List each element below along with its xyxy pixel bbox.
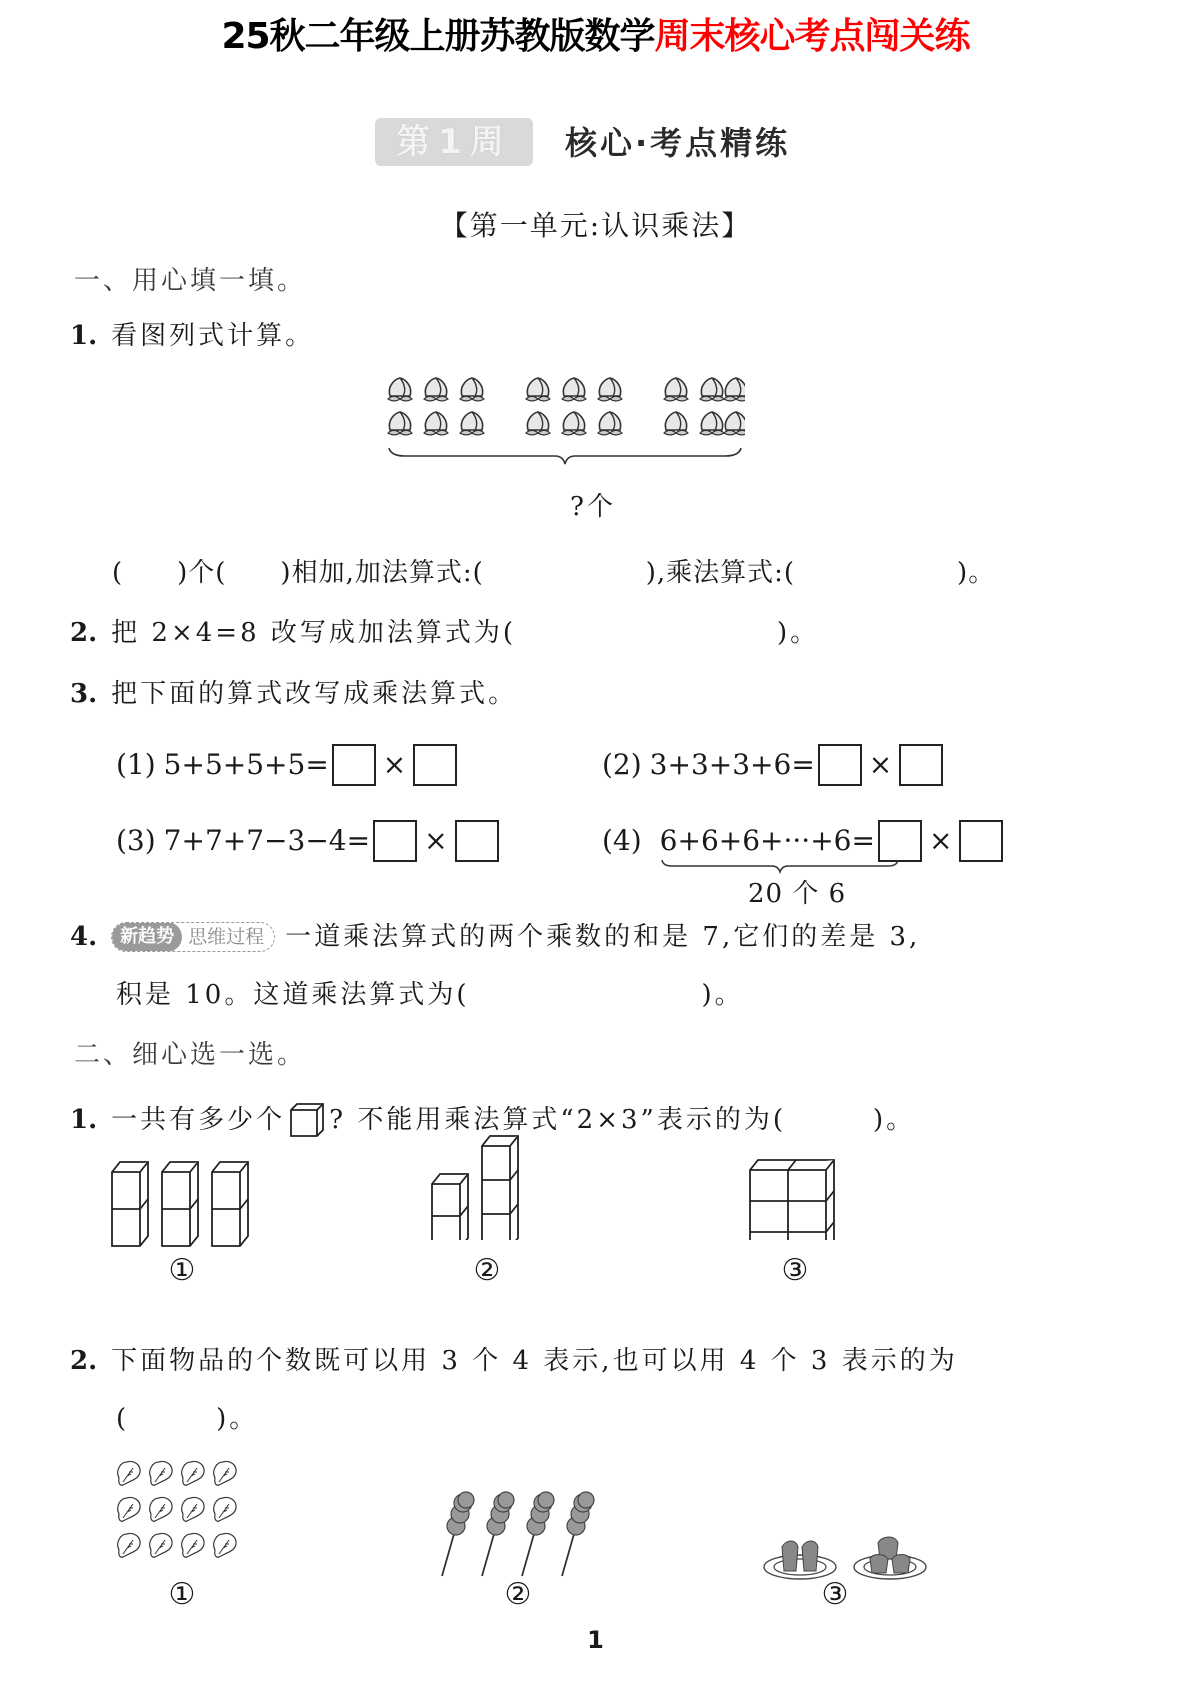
option-label-2: ② [473, 1253, 501, 1288]
question-number: 1. [70, 321, 98, 351]
equals-sign: = [851, 824, 875, 857]
question-2-2-line2: ( )。 [116, 1404, 259, 1434]
peach-figure [385, 372, 745, 492]
answer-box[interactable] [818, 744, 862, 786]
question-text: 一道乘法算式的两个乘数的和是 7,它们的差是 3, [285, 922, 921, 952]
title-black-part: 25秋二年级上册苏教版数学 [221, 16, 655, 57]
brace-label: ?个 [570, 492, 616, 522]
times-sign: × [382, 748, 407, 781]
trend-badge [111, 922, 275, 952]
times-sign: × [928, 824, 953, 857]
q3-item-1 [116, 744, 460, 786]
question-number: 2. [70, 618, 98, 648]
repeated-sum [660, 820, 852, 862]
question-text: 把 2×4=8 改写成加法算式为( )。 [111, 618, 820, 648]
times-sign: × [424, 824, 448, 857]
option-label-2: ② [504, 1577, 532, 1612]
badge-new-trend: 新趋势 [112, 922, 182, 952]
question-text-before: 一共有多少个 [111, 1105, 286, 1135]
item-label: (1) [116, 748, 156, 781]
times-sign: × [868, 748, 893, 781]
option-label-1: ① [168, 1253, 196, 1288]
item-expr: 6+6+6+···+6 [659, 824, 852, 857]
question-text: 把下面的算式改写成乘法算式。 [111, 679, 518, 709]
skewer-icon-group [440, 1490, 610, 1580]
q3-item-4 [602, 820, 1006, 862]
answer-box[interactable] [332, 744, 376, 786]
item-label: (2) [602, 748, 642, 781]
question-number: 2. [70, 1346, 98, 1376]
week-title: 核心·考点精练 [565, 124, 791, 162]
option-figure-2 [430, 1160, 540, 1244]
question-1-3 [70, 675, 517, 713]
option-figure-cabbages [115, 1460, 245, 1574]
page-number: 1 [587, 1626, 604, 1654]
question-text: 下面物品的个数既可以用 3 个 4 表示,也可以用 4 个 3 表示的为 [111, 1346, 958, 1376]
answer-box[interactable] [413, 744, 457, 786]
question-1-1-answer-line: ( )个( )相加,加法算式:( ),乘法算式:( )。 [112, 558, 996, 588]
title-red-part: 周末核心考点闯关练 [654, 16, 970, 57]
underbrace-label: 20 个 6 [748, 879, 847, 909]
section-1-heading: 一、用心填一填。 [74, 266, 307, 296]
cube-stacks-2-and-3-icon [430, 1130, 540, 1240]
option-label-1: ① [168, 1577, 196, 1612]
item-expr: 7+7+7−3−4= [163, 824, 371, 857]
question-number: 3. [70, 679, 98, 709]
underbrace-icon [660, 858, 900, 874]
cube-block-2x3-icon [748, 1130, 858, 1240]
item-label: (4) [602, 824, 642, 857]
document-title [0, 14, 1191, 60]
item-label: (3) [116, 824, 156, 857]
answer-box[interactable] [959, 820, 1003, 862]
option-figure-skewers [440, 1490, 610, 1584]
question-text-after: ? 不能用乘法算式“2×3”表示的为( )。 [329, 1105, 916, 1135]
q3-item-3 [116, 820, 502, 862]
item-expr: 5+5+5+5= [163, 748, 329, 781]
answer-box[interactable] [899, 744, 943, 786]
item-expr: 3+3+3+6= [649, 748, 815, 781]
answer-box[interactable] [373, 820, 417, 862]
question-1-4-line2: 积是 10。这道乘法算式为( )。 [116, 980, 744, 1010]
option-label-3: ③ [821, 1577, 849, 1612]
option-figure-3 [748, 1160, 858, 1244]
unit-title: 【第一单元:认识乘法】 [439, 209, 752, 242]
badge-thinking-process: 思维过程 [188, 926, 265, 948]
question-number: 1. [70, 1105, 98, 1135]
q3-item-2 [602, 744, 946, 786]
week-badge: 第1周 [375, 118, 533, 166]
cube-icon [287, 1100, 327, 1140]
peach-icon-grid [385, 372, 745, 492]
question-1-4 [70, 918, 920, 956]
cabbage-icon-grid [115, 1460, 245, 1570]
question-1-2 [70, 614, 819, 652]
answer-box[interactable] [878, 820, 922, 862]
question-2-2 [70, 1342, 958, 1380]
question-1-1 [70, 317, 314, 355]
answer-box[interactable] [455, 820, 499, 862]
question-number: 4. [70, 922, 98, 952]
section-2-heading: 二、细心选一选。 [74, 1040, 307, 1070]
question-text: 看图列式计算。 [111, 321, 315, 351]
option-label-3: ③ [781, 1253, 809, 1288]
